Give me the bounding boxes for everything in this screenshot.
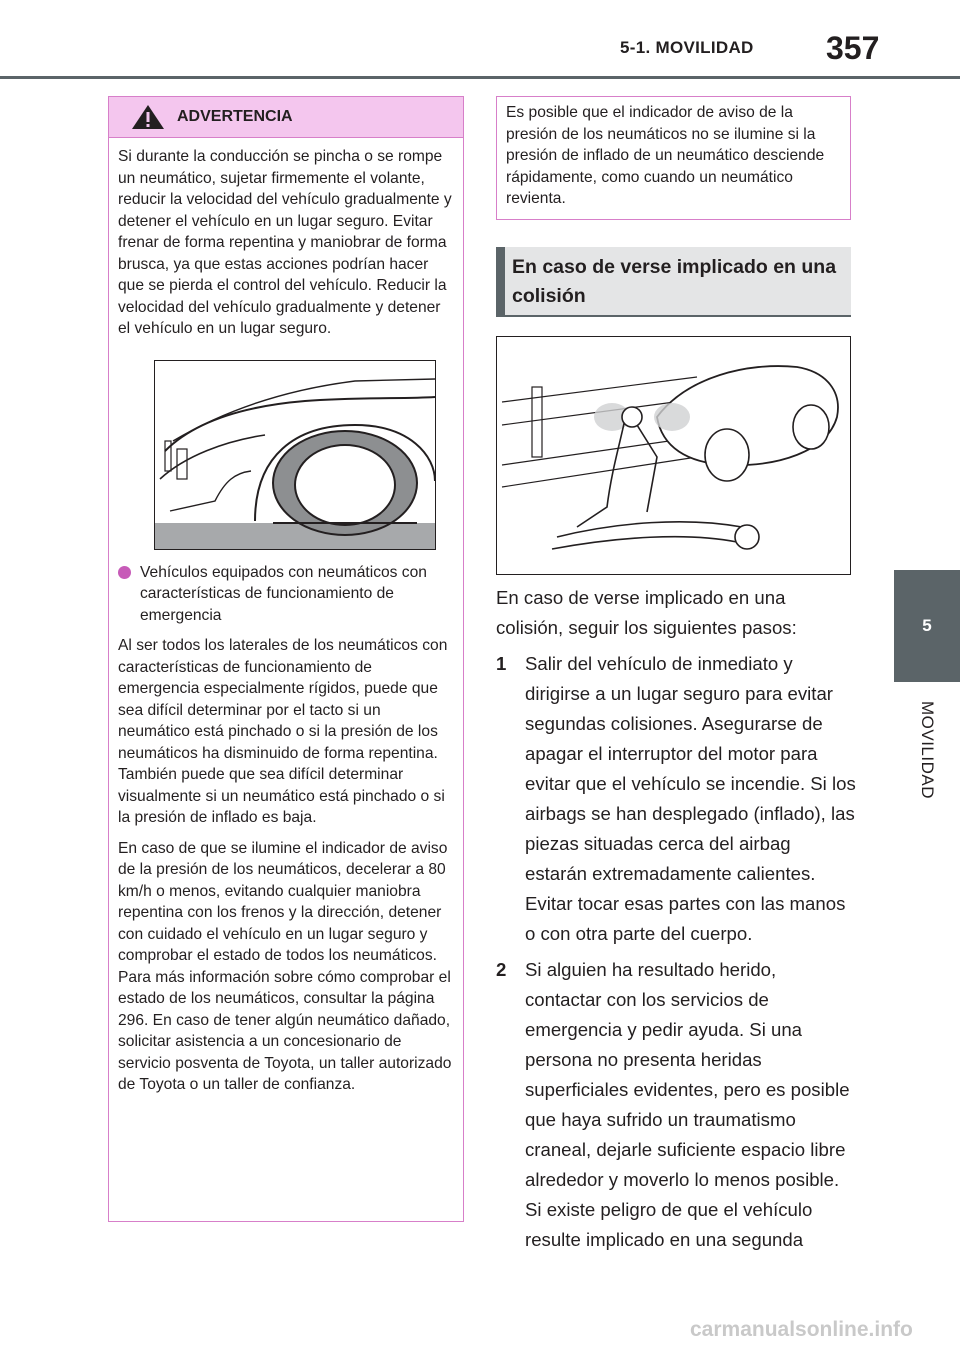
section-title: 5-1. MOVILIDAD <box>620 38 754 57</box>
step-number: 1 <box>496 653 507 674</box>
page-number: 357 <box>826 30 880 66</box>
collision-illustration <box>496 336 851 575</box>
warning-paragraph-2: En caso de que se ilumine el indicador de aviso de la presión de los neumáticos, decelerar a 80 km/h o menos, evitando cualquier maniobra repentina con los frenos y la dirección, detener con cuidado el vehículo en un lugar seguro y comprobar el estado de todos los neumáticos. Para más información sobre cómo comprobar el estado de los neumáticos, consultar la página 296. En caso de tener algún neumático dañado, solicitar asistencia a un concesionario de servicio posventa de Toyota, un taller autorizado de Toyota o un taller de confianza. <box>118 839 452 1093</box>
step-text: Salir del vehículo de inmediato y dirigirse a un lugar seguro para evitar segundas colisiones. Asegurarse de apagar el interruptor del motor para evitar que el vehículo se incendie. Si los airbags se han desplegado (inflado), las piezas situadas cerca del airbag estarán extremadamente calientes. Evitar tocar esas partes con las manos o con otra parte del cuerpo. <box>525 653 856 944</box>
warning-triangle-icon <box>131 104 165 130</box>
step-text: Si alguien ha resultado herido, contactar con los servicios de emergencia y pedir ayuda. Si una persona no presenta heridas superficiales evidentes, pero es posible que haya sufrido un traumatismo craneal, dejarle suficiente espacio libre alrededor y moverlo lo menos posible. Si existe peligro de que el vehículo resulte implicado en una segunda <box>525 959 850 1250</box>
chapter-label-text: MOVILIDAD <box>918 700 937 800</box>
bullet-dot-icon <box>118 566 131 579</box>
tire-illustration <box>154 360 436 550</box>
step-number: 2 <box>496 959 507 980</box>
warning-title: ADVERTENCIA <box>177 108 293 125</box>
collision-heading-block <box>496 247 851 317</box>
warning-box <box>108 96 464 1222</box>
collision-intro: En caso de verse implicado en una colisión, seguir los siguientes pasos: <box>496 587 797 638</box>
chapter-number: 5 <box>922 616 932 635</box>
bullet-text: Vehículos equipados con neumáticos con características de funcionamiento de emergencia <box>140 563 427 624</box>
first-aid-scene-image <box>497 337 850 574</box>
warning-intro: Si durante la conducción se pincha o se rompe un neumático, sujetar firmemente el volante, reducir la velocidad del vehículo gradualmente y detener el vehículo en un lugar seguro. Evitar frenar de forma repentina y maniobrar de forma brusca, ya que estas acciones podrían hacer que se pierda el control del vehículo. Reducir la velocidad del vehículo gradualmente y detener el vehículo en un lugar seguro. <box>118 148 452 337</box>
note-box: Es posible que el indicador de aviso de la presión de los neumáticos no se ilumine si la presión de inflado de un neumático desciende rápidamente, como cuando un neumático revienta. <box>496 96 851 220</box>
chapter-tab <box>894 570 960 682</box>
chapter-label <box>892 690 960 810</box>
watermark: carmanualsonline.info <box>690 1318 913 1341</box>
warning-header <box>109 97 463 138</box>
warning-paragraph-1: Al ser todos los laterales de los neumáticos con características de funcionamiento de emergencia especialmente rígidos, puede que sea difícil determinar por el tacto si un neumático está pinchado o si la presión de los neumáticos ha disminuido de forma repentina. También puede que sea difícil determinar visualmente si un neumático está pinchado o si la presión de inflado es baja. <box>118 637 448 826</box>
collision-heading: En caso de verse implicado en una colisión <box>512 256 837 307</box>
warning-body <box>109 138 463 1096</box>
step-list <box>496 649 856 1255</box>
flat-tire-car-image <box>155 361 435 549</box>
step-item <box>496 955 856 1255</box>
collision-text <box>496 583 856 1261</box>
header-divider <box>0 76 960 79</box>
step-item <box>496 649 856 949</box>
bullet-item <box>118 562 454 627</box>
